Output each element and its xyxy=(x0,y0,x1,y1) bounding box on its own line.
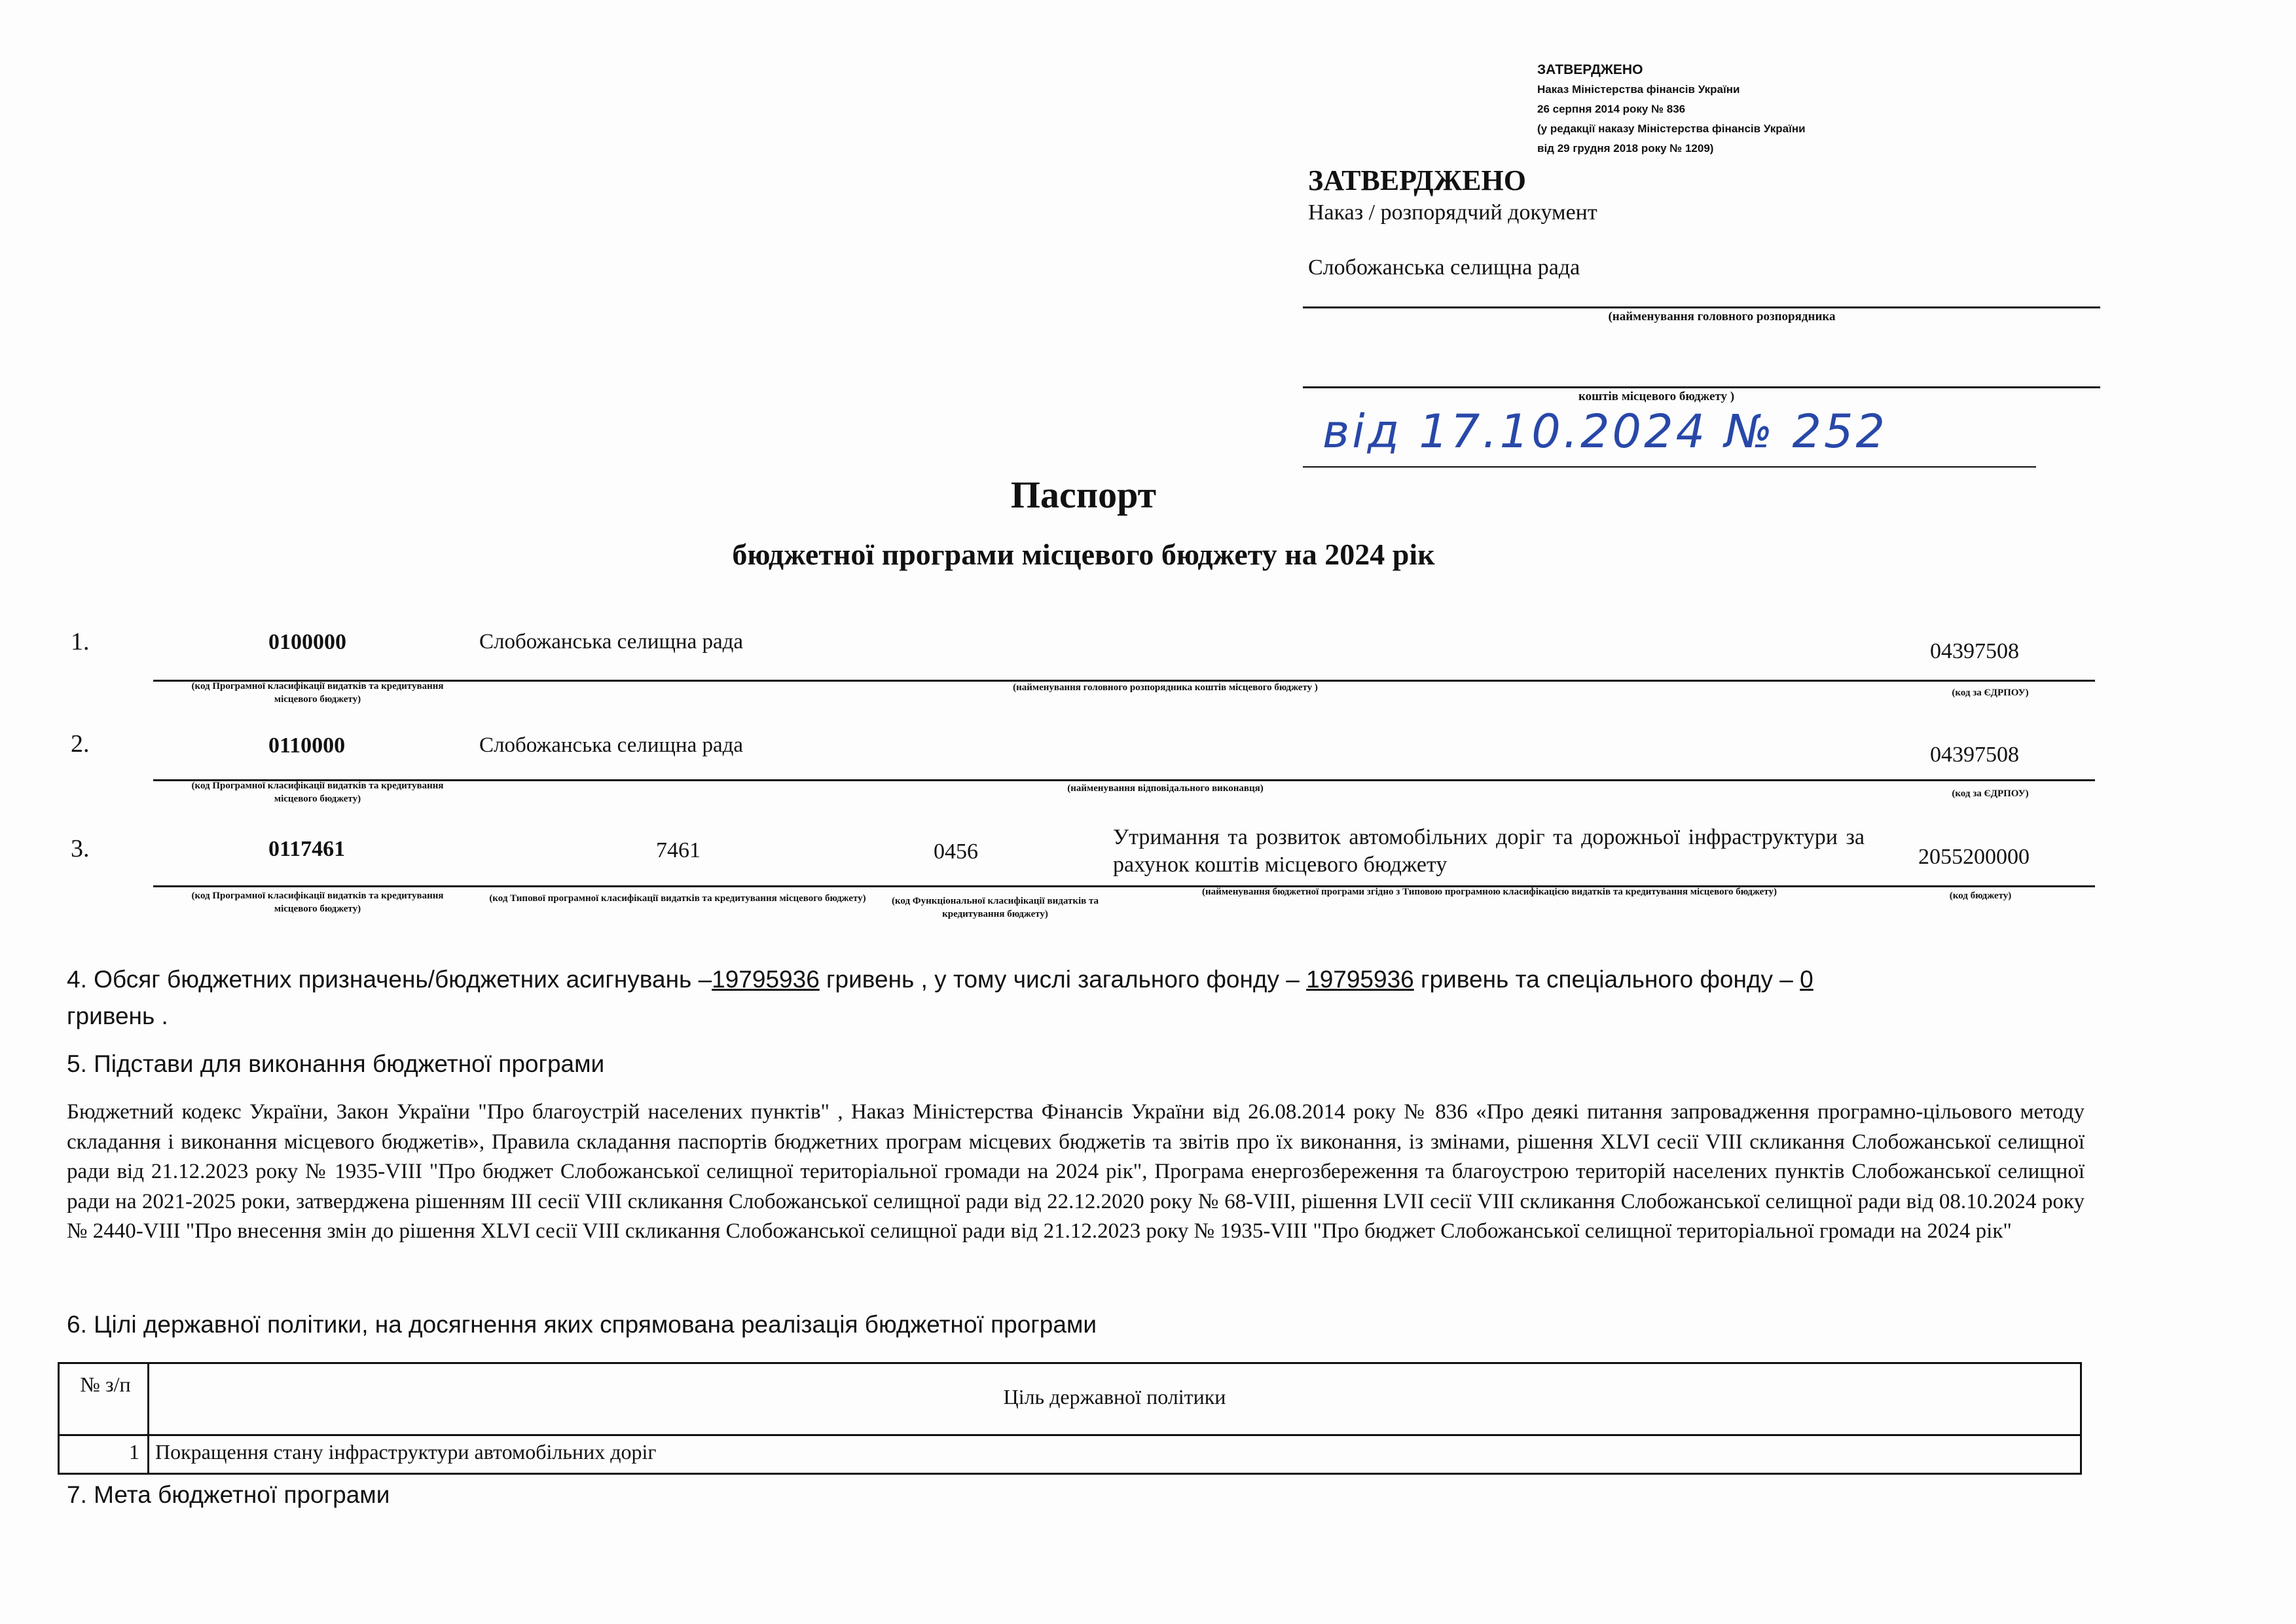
section-4 xyxy=(67,961,2095,1035)
table-col-divider xyxy=(147,1364,149,1473)
approval-org-line xyxy=(1303,306,2100,308)
order-line: (у редакції наказу Міністерства фінансів України xyxy=(1537,122,1806,135)
order-title: ЗАТВЕРДЖЕНО xyxy=(1537,62,1643,77)
section-4-text: 4. Обсяг бюджетних призначень/бюджетних асигнувань – xyxy=(67,966,712,993)
order-line: 26 серпня 2014 року № 836 xyxy=(1537,103,1686,115)
executor-name: Слобожанська селищна рада xyxy=(479,733,744,757)
section-4-text: гривень , у тому числі загального фонду – xyxy=(819,966,1307,993)
caption-name: (найменування відповідального виконавця) xyxy=(1067,783,1264,794)
total-amount: 19795936 xyxy=(712,966,820,993)
approval-org-name: Слобожанська селищна рада xyxy=(1308,255,1580,280)
section-4-text: гривень . xyxy=(67,1003,168,1029)
caption-code: (код Програмної класифікації видатків та кредитування місцевого бюджету) xyxy=(191,681,444,705)
caption-budget: (код бюджету) xyxy=(1949,891,2012,901)
table-cell-num: 1 xyxy=(129,1440,139,1464)
caption-code: (код Програмної класифікації видатків та кредитування місцевого бюджету) xyxy=(191,781,444,804)
program-code: 0117461 xyxy=(268,837,346,861)
edrpou-code: 04397508 xyxy=(1930,639,2019,663)
table-cell-goal: Покращення стану інфраструктури автомобільних доріг xyxy=(155,1440,657,1464)
approval-doc-type: Наказ / розпорядчий документ xyxy=(1308,200,1597,225)
caption-functional: (код Функціональної класифікації видатків та кредитування бюджету) xyxy=(891,896,1099,919)
section-6-heading: 6. Цілі державної політики, на досягнення яких спрямована реалізація бюджетної програми xyxy=(67,1311,1097,1338)
budget-code: 2055200000 xyxy=(1918,845,2030,869)
page-subtitle: бюджетної програми місцевого бюджету на 2024 рік xyxy=(732,538,1435,571)
functional-code: 0456 xyxy=(934,840,978,864)
edrpou-code: 04397508 xyxy=(1930,743,2019,767)
section-7-heading: 7. Мета бюджетної програми xyxy=(67,1481,390,1508)
table-header-goal: Ціль державної політики xyxy=(1003,1385,1226,1409)
section-4-text: гривень та спеціального фонду – xyxy=(1413,966,1800,993)
approval-date-line xyxy=(1303,466,2036,468)
order-block xyxy=(1537,60,1806,158)
section-5-heading: 5. Підстави для виконання бюджетної програми xyxy=(67,1050,605,1077)
caption-code: (код Програмної класифікації видатків та кредитування місцевого бюджету) xyxy=(191,891,444,914)
approval-line-2 xyxy=(1303,386,2100,388)
table-header-num: № з/п xyxy=(80,1373,131,1396)
row-number: 1. xyxy=(71,628,90,655)
caption-typical: (код Типової програмної класифікації видатків та кредитування місцевого бюджету) xyxy=(489,893,866,904)
goals-table xyxy=(58,1362,2082,1475)
caption-edrpou: (код за ЄДРПОУ) xyxy=(1952,788,2029,799)
general-fund-amount: 19795936 xyxy=(1306,966,1414,993)
program-code: 0110000 xyxy=(268,733,346,758)
program-code: 0100000 xyxy=(268,630,346,654)
order-line: від 29 грудня 2018 року № 1209) xyxy=(1537,142,1714,155)
order-line: Наказ Міністерства фінансів України xyxy=(1537,83,1740,96)
caption-name: (найменування головного розпорядника коштів місцевого бюджету ) xyxy=(1013,682,1318,693)
approval-handwritten-date: від 17.10.2024 № 252 xyxy=(1322,405,1888,458)
program-name: Утримання та розвиток автомобільних доріг та дорожньої інфраструктури за рахунок коштів місцевого бюджету xyxy=(1113,825,1865,877)
typical-code: 7461 xyxy=(656,838,701,862)
row-number: 2. xyxy=(71,730,90,758)
page-title: Паспорт xyxy=(1010,473,1157,516)
row-number: 3. xyxy=(71,835,90,862)
caption-program-name: (найменування бюджетної програми згідно з Типовою програмною класифікацією видатків та кредитування місцевого бюджету) xyxy=(1202,887,1777,897)
section-5-text: Бюджетний кодекс України, Закон України "Про благоустрій населених пунктів" , Наказ Міністерства Фінансів України від 26.08.2014 року № 836 «Про деякі питання запровадження програмно-цільового методу складання і виконання місцевого бюджетів», Правила складання паспортів бюджетних програм місцевих бюджетів та звітів про їх виконання, із змінами, рішення XLVI сесії VIII скликання Слобожанської селищної ради від 21.12.2023 року № 1935-VIII "Про бюджет Слобожанської селищної територіальної громади на 2024 рік", Програма енергозбереження та благоустрою територій населених пунктів Слобожанської селищної ради на 2021-2025 роки, затверджена рішенням ІІІ сесії VIII скликання Слобожанської селищної ради від 22.12.2020 року № 68-VIII, рішення LVII сесії VIII скликання Слобожанської селищної ради від 08.10.2024 року № 2440-VIII "Про внесення змін до рішення XLVI сесії VIII скликання Слобожанської селищної ради від 21.12.2023 року № 1935-VIII "Про бюджет Слобожанської селищної територіальної громади на 2024 рік" xyxy=(67,1100,2085,1243)
caption-edrpou: (код за ЄДРПОУ) xyxy=(1952,688,2029,698)
approval-caption: коштів місцевого бюджету ) xyxy=(1578,390,1735,403)
approval-caption: (найменування головного розпорядника xyxy=(1608,310,1836,323)
table-row-divider xyxy=(60,1434,2080,1436)
approval-title: ЗАТВЕРДЖЕНО xyxy=(1308,164,1526,196)
manager-name: Слобожанська селищна рада xyxy=(479,630,744,654)
special-fund-amount: 0 xyxy=(1800,966,1813,993)
